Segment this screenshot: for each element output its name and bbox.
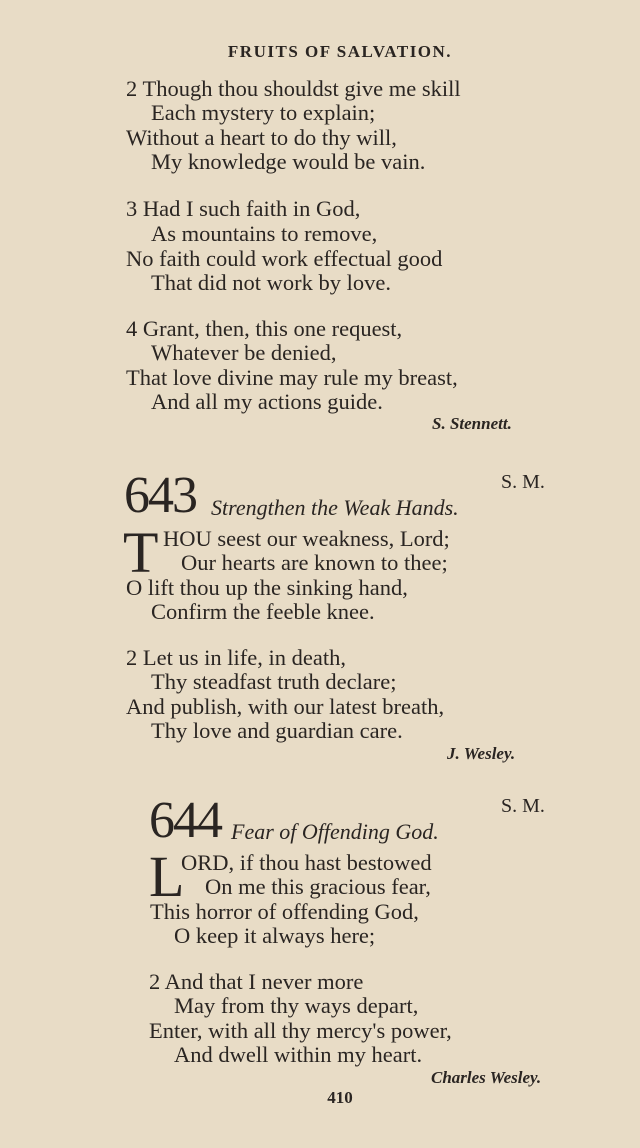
hymn-title: Fear of Offending God. (231, 819, 439, 844)
verse-line: That did not work by love. (151, 270, 391, 295)
verse-line: 4 Grant, then, this one request, (126, 316, 403, 341)
hymn-number: 643 (124, 467, 196, 524)
page-number: 410 (327, 1088, 353, 1107)
verse-line: Thy steadfast truth declare; (151, 669, 397, 694)
verse-line: 3 Had I such faith in God, (126, 196, 361, 221)
verse-line: Thy love and guardian care. (151, 718, 403, 743)
hymn-title: Strengthen the Weak Hands. (211, 495, 459, 520)
hymn-number: 644 (149, 792, 221, 849)
drop-cap: L (149, 844, 185, 909)
verse-line: And all my actions guide. (151, 389, 383, 414)
hymn-author: S. Stennett. (432, 414, 512, 433)
running-header: FRUITS OF SALVATION. (227, 42, 453, 61)
verse-line: O lift thou up the sinking hand, (126, 575, 408, 600)
verse-line: 2 Let us in life, in death, (126, 645, 346, 670)
hymn-meter: S. M. (501, 471, 545, 493)
verse-line: No faith could work effectual good (126, 246, 443, 271)
hymn-author: Charles Wesley. (431, 1068, 542, 1087)
verse-line: Whatever be denied, (151, 340, 337, 365)
verse-line: This horror of offending God, (150, 899, 419, 924)
verse-line: Enter, with all thy mercy's power, (149, 1018, 452, 1043)
verse-line: 2 Though thou shouldst give me skill (126, 76, 461, 101)
verse-line: And dwell within my heart. (174, 1042, 423, 1067)
verse-line: My knowledge would be vain. (151, 149, 426, 174)
verse-line: On me this gracious fear, (205, 874, 431, 899)
hymn-meter: S. M. (501, 795, 545, 817)
verse-line: As mountains to remove, (151, 221, 378, 246)
verse-line: Each mystery to explain; (151, 100, 376, 125)
verse-line: May from thy ways depart, (174, 993, 419, 1018)
verse-line: O keep it always here; (174, 923, 376, 948)
drop-cap: T (123, 520, 159, 585)
verse-line: And publish, with our latest breath, (126, 694, 445, 719)
verse-line: 2 And that I never more (149, 969, 364, 994)
verse-line: Without a heart to do thy will, (126, 125, 397, 150)
hymn-author: J. Wesley. (447, 744, 516, 763)
verse-line: ORD, if thou hast bestowed (181, 850, 432, 875)
verse-line: HOU seest our weakness, Lord; (163, 526, 450, 551)
verse-line: That love divine may rule my breast, (126, 365, 458, 390)
verse-line: Our hearts are known to thee; (181, 550, 448, 575)
verse-line: Confirm the feeble knee. (151, 599, 375, 624)
